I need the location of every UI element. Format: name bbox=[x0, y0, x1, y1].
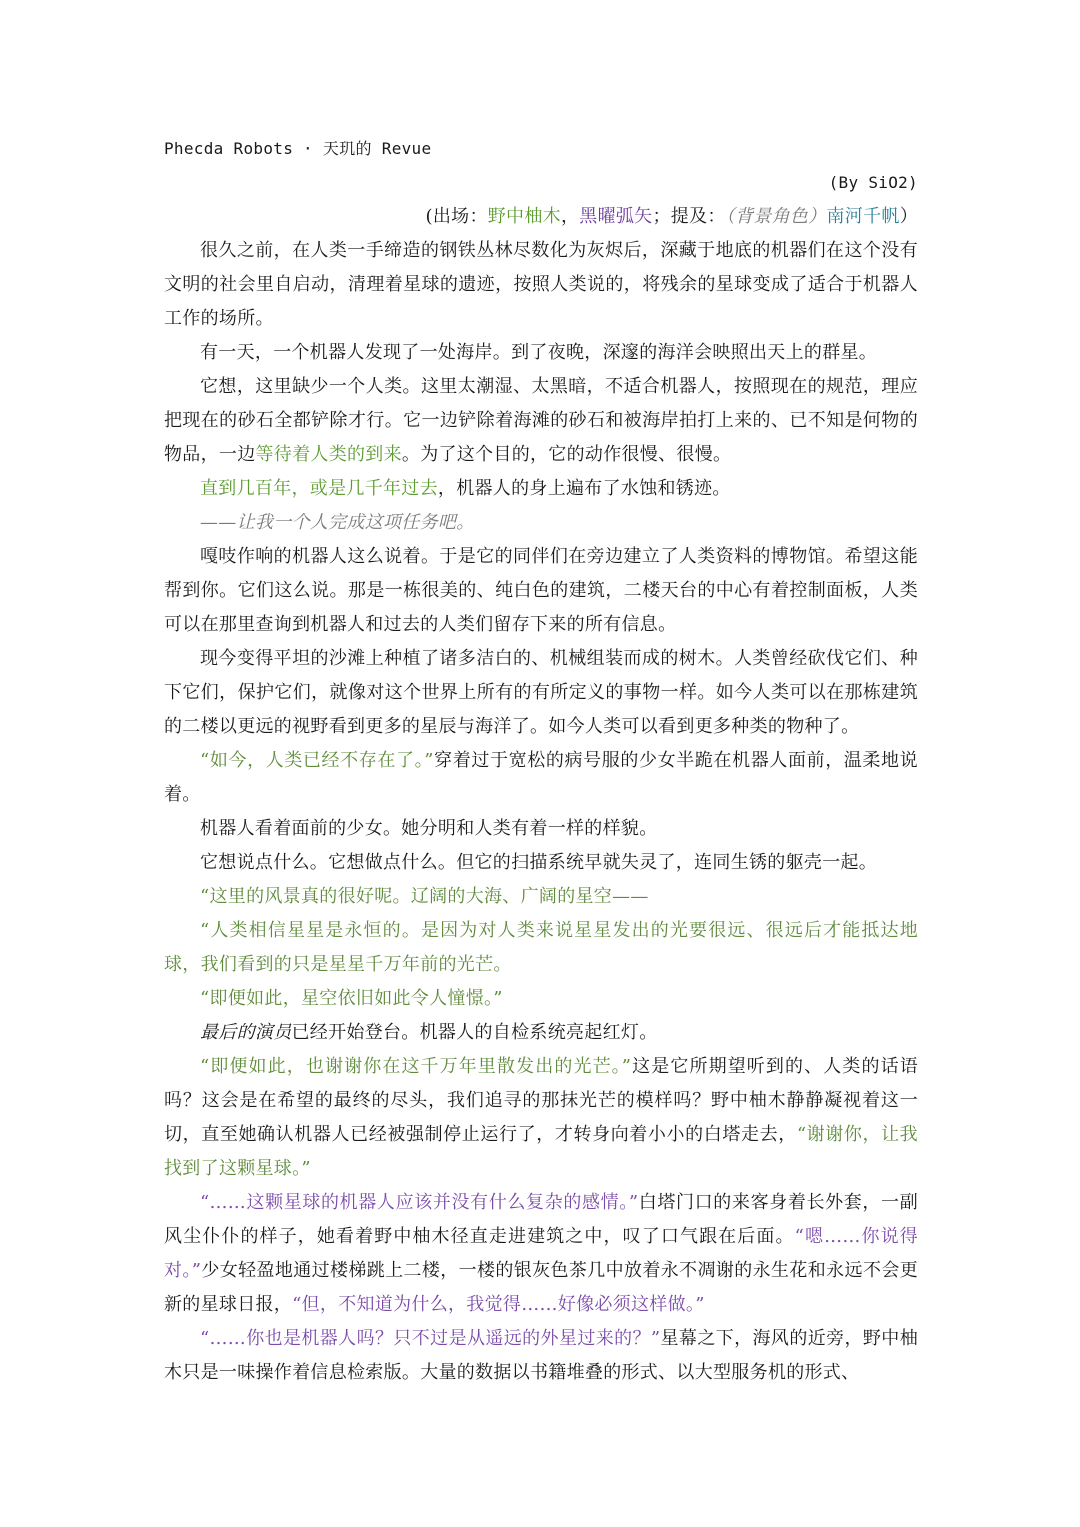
paragraph-14-emphasis: 最后的演员 bbox=[200, 1022, 292, 1043]
paragraph-7: 现今变得平坦的沙滩上种植了诸多洁白的、机械组装而成的树木。人类曾经砍伐它们、种下它们，保护它们，就像对这个世界上所有的有所定义的事物一样。如今人类可以在那栋建筑的二楼以更远的视野看到更多的星辰与海洋了。如今人类可以看到更多种类的物种了。 bbox=[164, 648, 918, 737]
paragraph-10: 它想说点什么。它想做点什么。但它的扫描系统早就失灵了，连同生锈的躯壳一起。 bbox=[200, 852, 878, 873]
paragraph-3-highlight: 等待着人类的到来 bbox=[255, 444, 402, 465]
paragraph-4-text: ，机器人的身上遍布了水蚀和锈迹。 bbox=[437, 478, 731, 499]
appearance-suffix: ） bbox=[899, 206, 918, 227]
paragraph-9: 机器人看着面前的少女。她分明和人类有着一样的样貌。 bbox=[200, 818, 658, 839]
paragraph-17 bbox=[164, 1322, 918, 1390]
paragraph-16-quote-c: “嗯……你说得对。” bbox=[164, 1226, 918, 1281]
paragraph-3 bbox=[164, 370, 918, 472]
paragraph-16-quote-e: “但，不知道为什么，我觉得……好像必须这样做。” bbox=[292, 1294, 705, 1315]
appearance-sep: ， bbox=[560, 206, 580, 227]
paragraph-14 bbox=[164, 1016, 918, 1050]
character-nankawa-chiho: 南河千帆 bbox=[826, 206, 900, 227]
paragraph-15-text: 这是它所期望听到的、人类的话语吗？这会是在希望的最终的尽头，我们追寻的那抹光芒的模样吗？野中柚木静静凝视着这一切，直至她确认机器人已经被强制停止运行了，才转身向着小小的白塔走去， bbox=[164, 1056, 919, 1145]
paragraph-8 bbox=[164, 744, 918, 812]
paragraph-11-quote: “这里的风景真的很好呢。辽阔的大海、广阔的星空—— bbox=[200, 886, 649, 907]
paragraph-12-quote: “人类相信星星是永恒的。是因为对人类来说星星发出的光要很远、很远后才能抵达地球，我们看到的只是星星千万年前的光芒。 bbox=[164, 920, 918, 975]
paragraph-5-thought: ——让我一个人完成这项任务吧。 bbox=[200, 512, 475, 533]
document-title: Phecda Robots · 天玑的 Revue bbox=[164, 139, 432, 158]
byline: (By SiO2) bbox=[828, 173, 918, 192]
character-kokuyou-koshi: 黑曜弧矢 bbox=[579, 206, 653, 227]
paragraph-16 bbox=[164, 1186, 918, 1322]
paragraph-15-quote-b: “谢谢你，让我找到了这颗星球。” bbox=[164, 1124, 918, 1179]
paragraph-2: 有一天，一个机器人发现了一处海岸。到了夜晚，深邃的海洋会映照出天上的群星。 bbox=[200, 342, 878, 363]
paragraph-15-quote-a: “即便如此，也谢谢你在这千万年里散发出的光芒。” bbox=[200, 1056, 632, 1077]
paragraph-4-highlight: 直到几百年，或是几千年过去 bbox=[200, 478, 438, 499]
paragraph-17-text: 星幕之下，海风的近旁，野中柚木只是一味操作着信息检索版。大量的数据以书籍堆叠的形式、以大型服务机的形式、 bbox=[164, 1328, 918, 1383]
paragraph-8-text: 穿着过于宽松的病号服的少女半跪在机器人面前，温柔地说着。 bbox=[164, 750, 918, 805]
paragraph-1: 很久之前，在人类一手缔造的钢铁丛林尽数化为灰烬后，深藏于地底的机器们在这个没有文明的社会里自启动，清理着星球的遗迹，按照人类说的，将残余的星球变成了适合于机器人工作的场所。 bbox=[164, 240, 918, 329]
appearance-line bbox=[164, 200, 918, 234]
paragraph-16-text-d: 少女轻盈地通过楼梯跳上二楼，一楼的银灰色茶几中放着永不凋谢的永生花和永远不会更新的星球日报， bbox=[164, 1260, 918, 1315]
character-nonaka-yuzuki: 野中柚木 bbox=[487, 206, 561, 227]
background-role-note: （背景角色） bbox=[725, 206, 827, 227]
paragraph-17-quote: “……你也是机器人吗？只不过是从遥远的外星过来的？” bbox=[200, 1328, 661, 1349]
appearance-prefix: (出场： bbox=[425, 206, 488, 227]
paragraph-3-text-a: 它想，这里缺少一个人类。这里太潮湿、太黑暗，不适合机器人，按照现在的规范，理应把现在的砂石全都铲除才行。它一边铲除着海滩的砂石和被海岸拍打上来的、已不知是何物的物品，一边 bbox=[164, 376, 918, 465]
appearance-mention: ；提及： bbox=[652, 206, 726, 227]
paragraph-16-quote-a: “……这颗星球的机器人应该并没有什么复杂的感情。” bbox=[200, 1192, 639, 1213]
paragraph-8-quote: “如今，人类已经不存在了。” bbox=[200, 750, 434, 771]
paragraph-14-text: 已经开始登台。机器人的自检系统亮起红灯。 bbox=[291, 1022, 658, 1043]
paragraph-15 bbox=[164, 1050, 918, 1186]
document-body bbox=[164, 132, 918, 1390]
paragraph-16-text-b: 白塔门口的来客身着长外套，一副风尘仆仆的样子，她看着野中柚木径直走进建筑之中，叹了口气跟在后面。 bbox=[164, 1192, 918, 1247]
paragraph-6: 嘎吱作响的机器人这么说着。于是它的同伴们在旁边建立了人类资料的博物馆。希望这能帮到你。它们这么说。那是一栋很美的、纯白色的建筑，二楼天台的中心有着控制面板，人类可以在那里查询到机器人和过去的人类们留存下来的所有信息。 bbox=[164, 546, 918, 635]
paragraph-3-text-c: 。为了这个目的，它的动作很慢、很慢。 bbox=[401, 444, 732, 465]
paragraph-4 bbox=[164, 472, 918, 506]
paragraph-13-quote: “即便如此，星空依旧如此令人憧憬。” bbox=[200, 988, 503, 1009]
